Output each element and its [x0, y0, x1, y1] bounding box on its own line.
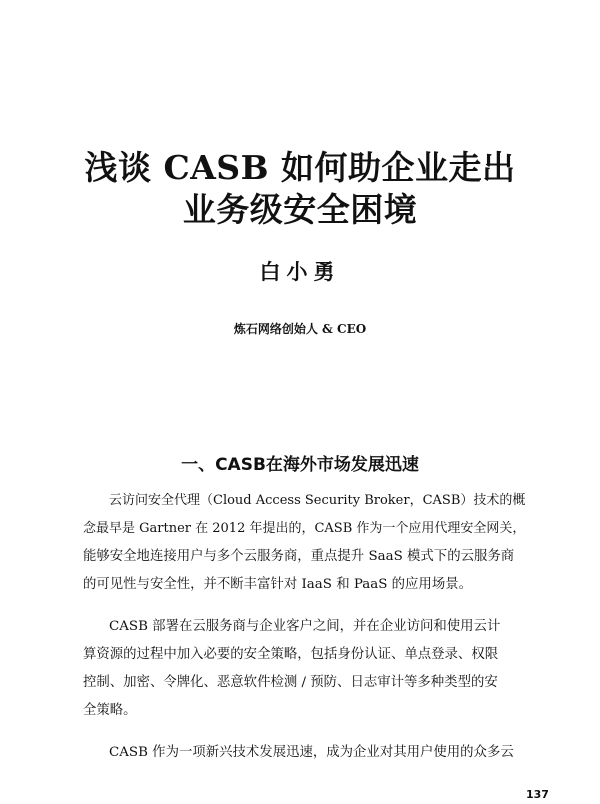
author-name: 白小勇: [259, 259, 341, 284]
section-heading: 一、CASB在海外市场发展迅速: [181, 455, 419, 476]
article-title-line-1: 浅谈 CASB 如何助企业走出: [84, 148, 516, 187]
text-line: 能够安全地连接用户与多个云服务商，重点提升 SaaS 模式下的云服务商: [83, 549, 515, 564]
text-line: CASB 作为一项新兴技术发展迅速，成为企业对其用户使用的众多云: [109, 745, 514, 760]
text-line: 念最早是 Gartner 在 2012 年提出的，CASB 作为一个应用代理安全网关，: [83, 521, 526, 536]
text-line: 的可见性与安全性，并不断丰富针对 IaaS 和 PaaS 的应用场景。: [83, 577, 472, 592]
paragraph-1: [83, 487, 526, 599]
paragraph-3: [83, 739, 526, 767]
text-line: 云访问安全代理（Cloud Access Security Broker，CASB）技术的概: [109, 493, 526, 508]
paragraph-2: [83, 613, 526, 725]
article-title-line-2: 业务级安全困境: [182, 190, 418, 229]
page-number: 137: [526, 788, 549, 801]
text-line: 控制、加密、令牌化、恶意软件检测 / 预防、日志审计等多种类型的安: [83, 675, 498, 690]
author-affiliation: 炼石网络创始人 & CEO: [233, 322, 367, 336]
text-line: CASB 部署在云服务商与企业客户之间，并在企业访问和使用云计: [109, 619, 501, 634]
text-line: 全策略。: [83, 703, 137, 718]
text-line: 算资源的过程中加入必要的安全策略，包括身份认证、单点登录、权限: [83, 647, 499, 662]
